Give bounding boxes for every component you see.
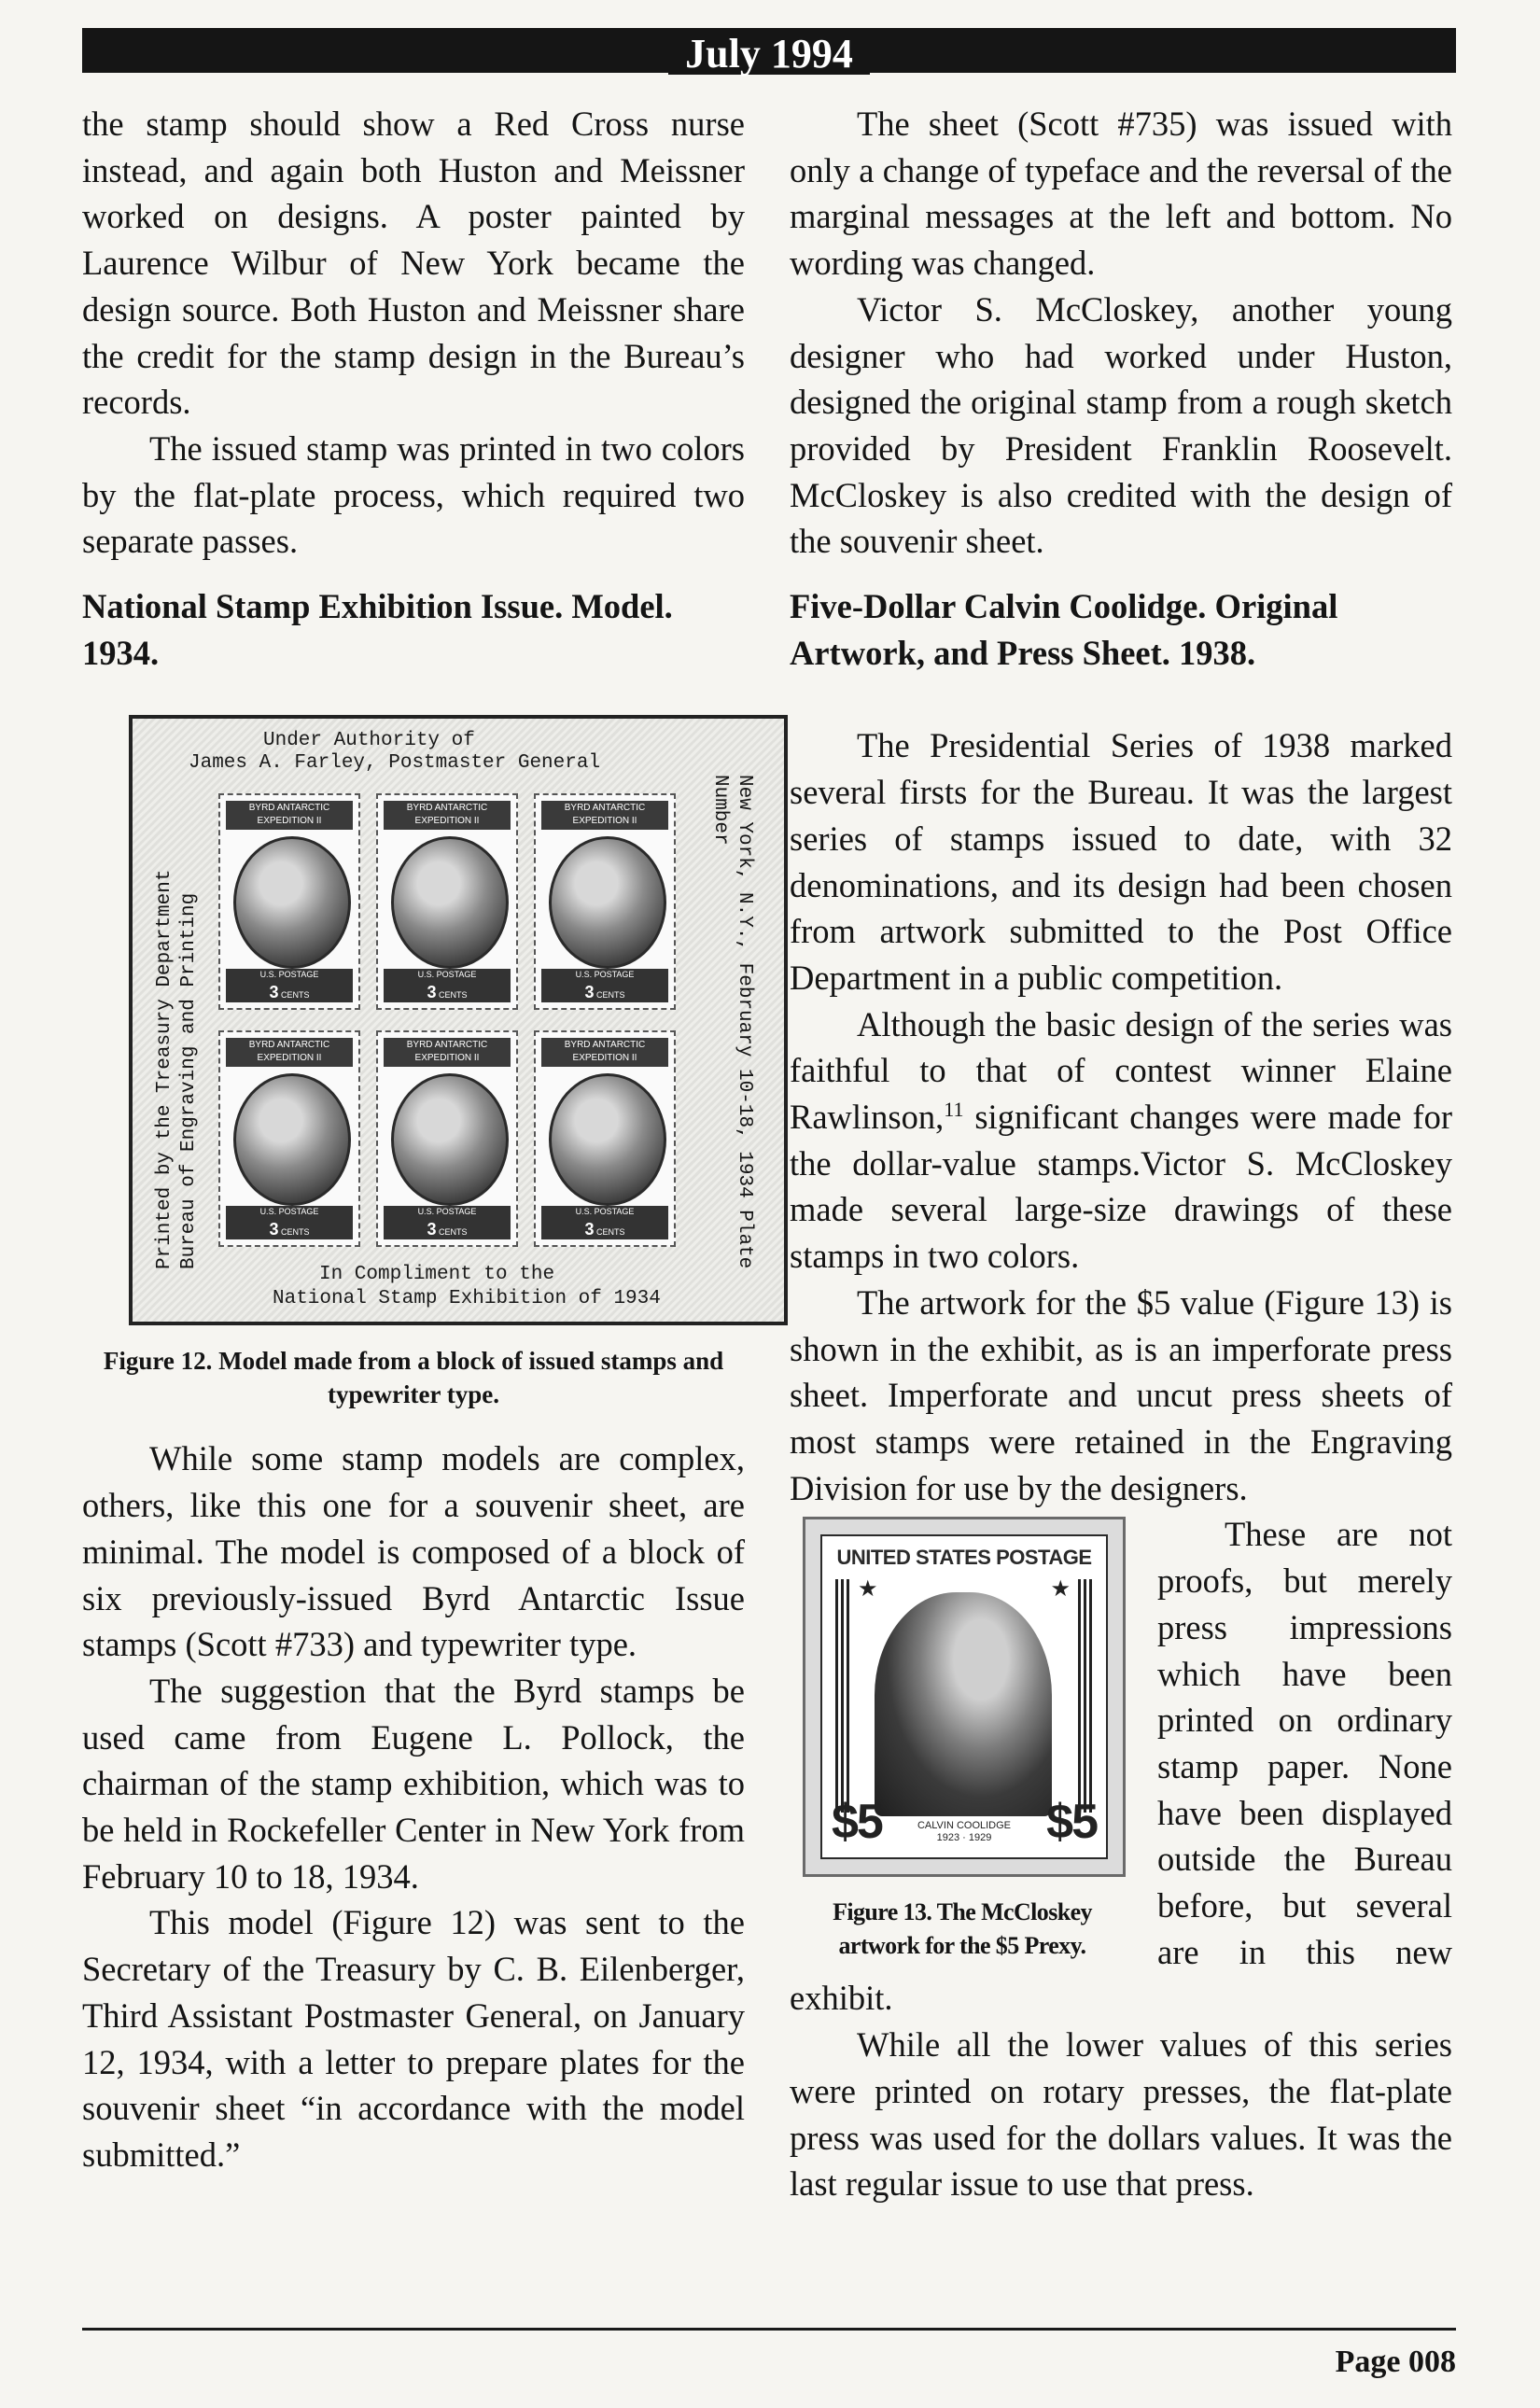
paragraph: The sheet (Scott #735) was issued with only a change of typeface and the reversal of the marginal messages at the left and bottom. No wording was changed. bbox=[790, 105, 1452, 283]
byrd-stamp: BYRD ANTARCTIC EXPEDITION II U.S. POSTAGE 3 CENTS bbox=[376, 1030, 518, 1247]
page-number: Page 008 bbox=[1335, 2345, 1456, 2379]
section-heading: Five-Dollar Calvin Coolidge. Original Artwork, and Press Sheet. 1938. bbox=[790, 587, 1338, 672]
paragraph: Victor S. McCloskey, another young designer who had worked under Huston, designed the original stamp from a rough sketch provided by President Franklin Roosevelt. McCloskey is also credited with the design of the souvenir sheet. bbox=[790, 289, 1452, 561]
paragraph: This model (Figure 12) was sent to the Secretary of the Treasury by C. B. Eilenberger, Third Assistant Postmaster General, on January 12, 1934, with a letter to prepare plates for the souvenir sheet “in accordance with the model submitted.” bbox=[82, 1903, 745, 2174]
footer-rule bbox=[82, 2328, 1456, 2331]
paragraph: While all the lower values of this series were printed on rotary presses, the flat-plate press was used for the dollars values. It was the last regular issue to use that press. bbox=[790, 2025, 1452, 2204]
header-bar bbox=[82, 28, 1456, 77]
star-icon: ★ bbox=[1050, 1577, 1071, 1603]
typed-text: National Stamp Exhibition of 1934 bbox=[273, 1288, 661, 1310]
paragraph: Although the basic design of the series was faithful to that of contest winner Elaine Rawlinson,$^{11}$ significant changes were made for the dollar-value stamps.Victor S. McCloskey made several large-size drawings of these stamps in two colors. bbox=[790, 1004, 1452, 1276]
denomination: $5 bbox=[1046, 1795, 1097, 1850]
byrd-stamp: BYRD ANTARCTIC EXPEDITION II U.S. POSTAGE 3 CENTS bbox=[218, 1030, 360, 1247]
byrd-stamp: BYRD ANTARCTIC EXPEDITION II U.S. POSTAGE 3 CENTS bbox=[534, 793, 676, 1010]
byrd-stamp: BYRD ANTARCTIC EXPEDITION II U.S. POSTAGE 3 CENTS bbox=[376, 793, 518, 1010]
section-heading: National Stamp Exhibition Issue. Model. 1934. bbox=[82, 587, 673, 672]
denomination: $5 bbox=[832, 1795, 882, 1850]
typed-text-vertical-left: Printed by the Treasury Department Bureau of Engraving and Printing bbox=[154, 869, 200, 1270]
issue-date: July 1994 bbox=[668, 34, 870, 75]
paragraph: the stamp should show a Red Cross nurse instead, and again both Huston and Meissner worked on designs. A poster painted by Laurence Wilbur of New York became the design source. Both Huston and Meissner share the credit for the stamp design in the Bureau’s records. bbox=[82, 105, 745, 422]
paragraph: These are not proofs, but merely press impressions which have been printed on ordinary stamp paper. None have been displayed outside the Bureau before, but several are in this new exhibit. bbox=[790, 1515, 1452, 2018]
stamp-top-text: UNITED STATES POSTAGE bbox=[836, 1546, 1092, 1570]
coolidge-stamp-artwork bbox=[803, 1517, 1126, 1877]
byrd-stamp: BYRD ANTARCTIC EXPEDITION II U.S. POSTAGE 3 CENTS bbox=[534, 1030, 676, 1247]
figure-12-caption: Figure 12. Model made from a block of issued stamps and typewriter type. bbox=[103, 1347, 724, 1409]
typed-text-vertical-right: New York, N.Y., February 10-18, 1934 Plate Number bbox=[709, 775, 755, 1269]
typed-text: James A. Farley, Postmaster General bbox=[189, 752, 601, 775]
figure-13-caption: Figure 13. The McCloskey artwork for the $5 Prexy. bbox=[833, 1898, 1092, 1960]
left-column bbox=[82, 101, 755, 2178]
byrd-stamp: BYRD ANTARCTIC EXPEDITION II U.S. POSTAGE 3 CENTS bbox=[218, 793, 360, 1010]
paragraph: The issued stamp was printed in two colors by the flat-plate process, which required two separate passes. bbox=[82, 428, 745, 561]
paragraph: The suggestion that the Byrd stamps be used came from Eugene L. Pollock, the chairman of the stamp exhibition, which was to be held in Rockefeller Center in New York from February 10 to 18, 1934. bbox=[82, 1671, 745, 1896]
footnote-ref: 11 bbox=[944, 1097, 964, 1121]
right-column bbox=[790, 101, 1452, 2207]
coolidge-portrait bbox=[875, 1592, 1052, 1816]
stamp-block bbox=[218, 793, 676, 1251]
typed-text: In Compliment to the bbox=[319, 1264, 555, 1286]
figure-12-image bbox=[129, 715, 788, 1325]
typed-text: Under Authority of bbox=[263, 730, 475, 752]
paragraph: While some stamp models are complex, others, like this one for a souvenir sheet, are minimal. The model is composed of a block of six previously-issued Byrd Antarctic Issue stamps (Scott #733) and typewriter type. bbox=[82, 1439, 745, 1664]
paragraph: The Presidential Series of 1938 marked several firsts for the Bureau. It was the largest series of stamps issued to date, with 32 denominations, and its design had been chosen from artwork submitted to the Post Office Department in a public competition. bbox=[790, 726, 1452, 997]
star-icon: ★ bbox=[858, 1577, 878, 1603]
stamp-name: CALVIN COOLIDGE 1923 · 1929 bbox=[917, 1820, 1012, 1844]
figure-13 bbox=[790, 1517, 1135, 1963]
paragraph: The artwork for the $5 value (Figure 13) is shown in the exhibit, as is an imperforate press sheet. Imperforate and uncut press sheets of most stamps were retained in the Engraving Division for use by the designers. bbox=[790, 1282, 1452, 1507]
